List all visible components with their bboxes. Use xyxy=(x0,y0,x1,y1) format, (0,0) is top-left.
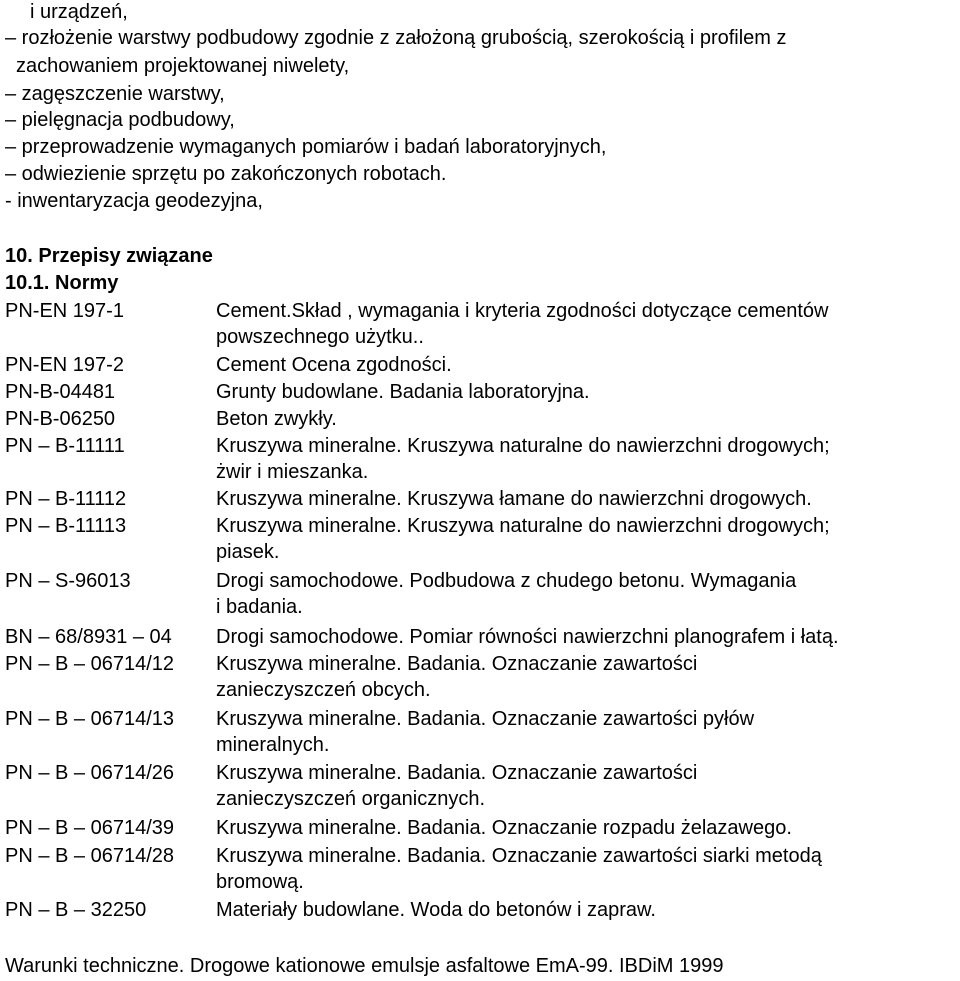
standard-description-line: Drogi samochodowe. Pomiar równości nawierzchni planografem i łatą. xyxy=(216,626,839,648)
standard-description xyxy=(216,513,951,565)
standard-description-line: Grunty budowlane. Badania laboratoryjna. xyxy=(216,381,590,403)
intro-line: - inwentaryzacja geodezyjna, xyxy=(5,190,263,212)
section-subheading: 10.1. Normy xyxy=(5,272,119,294)
standard-description-line: i badania. xyxy=(216,596,303,618)
standard-description-line: Kruszywa mineralne. Badania. Oznaczanie zawartości xyxy=(216,653,698,675)
standard-code: BN – 68/8931 – 04 xyxy=(5,626,172,648)
standard-description xyxy=(216,897,951,923)
standard-description xyxy=(216,815,951,841)
standard-description-line: Kruszywa mineralne. Kruszywa naturalne do nawierzchni drogowych; xyxy=(216,515,830,537)
standard-code: PN – B – 32250 xyxy=(5,899,147,921)
standard-code: PN-EN 197-1 xyxy=(5,300,124,322)
standard-description-line: żwir i mieszanka. xyxy=(216,461,369,483)
standard-code: PN-B-04481 xyxy=(5,381,116,403)
standard-description xyxy=(216,379,951,405)
intro-line: i urządzeń, xyxy=(30,1,128,23)
standard-description-line: Beton zwykły. xyxy=(216,408,337,430)
standard-description-line: Drogi samochodowe. Podbudowa z chudego betonu. Wymagania xyxy=(216,570,797,592)
intro-line: – przeprowadzenie wymaganych pomiarów i badań laboratoryjnych, xyxy=(5,136,607,158)
standard-code: PN – B-11113 xyxy=(5,515,127,537)
standard-code: PN – B – 06714/39 xyxy=(5,817,175,839)
standard-description xyxy=(216,406,951,432)
intro-line: – pielęgnacja podbudowy, xyxy=(5,109,235,131)
standard-description-line: Kruszywa mineralne. Kruszywa naturalne do nawierzchni drogowych; xyxy=(216,435,830,457)
standard-description-line: Materiały budowlane. Woda do betonów i zapraw. xyxy=(216,899,656,921)
standard-description xyxy=(216,568,951,620)
standard-description-line: powszechnego użytku.. xyxy=(216,326,424,348)
intro-line: – zagęszczenie warstwy, xyxy=(5,83,225,105)
standard-description-line: Kruszywa mineralne. Badania. Oznaczanie rozpadu żelazawego. xyxy=(216,817,792,839)
intro-line: – rozłożenie warstwy podbudowy zgodnie z założoną grubością, szerokością i profilem z xyxy=(5,27,787,49)
standard-code: PN-EN 197-2 xyxy=(5,354,124,376)
standard-description xyxy=(216,298,951,350)
standard-description-line: mineralnych. xyxy=(216,734,330,756)
standard-description xyxy=(216,706,951,758)
standard-description-line: Kruszywa mineralne. Kruszywa łamane do nawierzchni drogowych. xyxy=(216,488,812,510)
standard-description-line: piasek. xyxy=(216,541,280,563)
standard-description-line: zanieczyszczeń organicznych. xyxy=(216,788,486,810)
standard-code: PN – B-11112 xyxy=(5,488,127,510)
standard-description-line: zanieczyszczeń obcych. xyxy=(216,679,431,701)
standard-description xyxy=(216,651,951,703)
standard-description xyxy=(216,760,951,812)
technical-conditions-reference: Warunki techniczne. Drogowe kationowe emulsje asfaltowe EmA-99. IBDiM 1999 xyxy=(5,955,724,977)
standard-code: PN – B – 06714/12 xyxy=(5,653,175,675)
standard-code: PN – B-11111 xyxy=(5,435,125,457)
standard-code: PN – B – 06714/13 xyxy=(5,708,175,730)
standard-description xyxy=(216,352,951,378)
intro-line: – odwiezienie sprzętu po zakończonych robotach. xyxy=(5,163,447,185)
standard-code: PN – B – 06714/26 xyxy=(5,762,175,784)
standard-description-line: Kruszywa mineralne. Badania. Oznaczanie zawartości xyxy=(216,762,698,784)
standard-description xyxy=(216,486,951,512)
standard-description xyxy=(216,843,951,895)
standard-description-line: Cement.Skład , wymagania i kryteria zgodności dotyczące cementów xyxy=(216,300,829,322)
section-heading: 10. Przepisy związane xyxy=(5,245,213,267)
standard-description-line: bromową. xyxy=(216,871,304,893)
standard-description-line: Cement Ocena zgodności. xyxy=(216,354,452,376)
standard-code: PN-B-06250 xyxy=(5,408,116,430)
standard-description-line: Kruszywa mineralne. Badania. Oznaczanie zawartości siarki metodą xyxy=(216,845,822,867)
standard-code: PN – S-96013 xyxy=(5,570,131,592)
standard-code: PN – B – 06714/28 xyxy=(5,845,175,867)
standard-description xyxy=(216,433,951,485)
intro-line: zachowaniem projektowanej niwelety, xyxy=(16,55,350,77)
standard-description-line: Kruszywa mineralne. Badania. Oznaczanie zawartości pyłów xyxy=(216,708,755,730)
standard-description xyxy=(216,624,951,650)
